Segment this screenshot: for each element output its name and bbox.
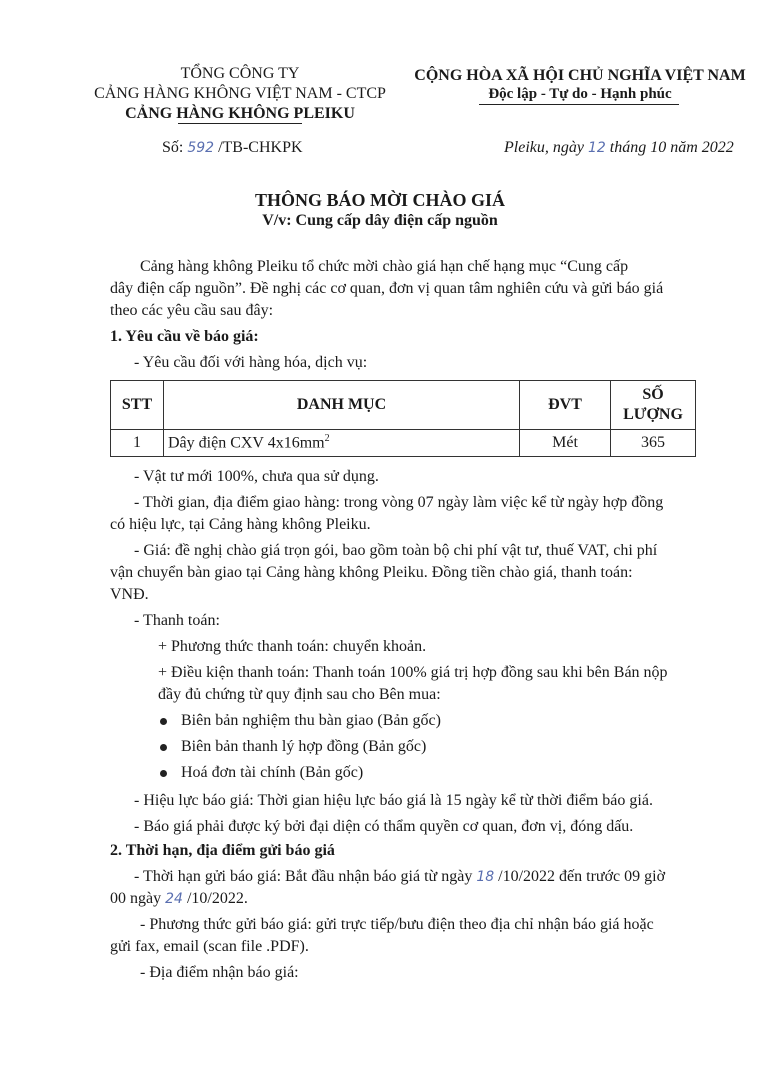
issue-date [504,137,734,159]
col-qty: SỐ LƯỢNG [611,381,696,430]
col-item: DANH MỤC [164,381,520,430]
table-header-row [111,381,696,430]
deadline-line2 [110,888,248,910]
signature-note: - Báo giá phải được ký bởi đại diện có thẩm quyền cơ quan, đơn vị, đóng dấu. [134,818,634,835]
list-item [160,736,426,758]
deadline-text-a: - Thời hạn gửi báo giá: Bắt đầu nhận báo giá từ ngày [134,868,473,885]
new-material-note: - Vật tư mới 100%, chưa qua sử dụng. [134,468,379,485]
org-name-line3: CẢNG HÀNG KHÔNG PLEIKU [125,105,355,122]
handwritten-date-day: 12 [587,140,606,156]
list-item [160,710,441,732]
org-name-line1: TỔNG CÔNG TY [180,65,300,82]
payment-method: + Phương thức thanh toán: chuyển khoản. [158,638,427,655]
price-line1: - Giá: đề nghị chào giá trọn gói, bao gồm toàn bộ chi phí vật tư, thuế VAT, chi phí [134,542,658,559]
document-title: THÔNG BÁO MỜI CHÀO GIÁ [254,190,505,210]
nation-title: CỘNG HÒA XÃ HỘI CHỦ NGHĨA VIỆT NAM [414,67,746,84]
cell-qty: 365 [611,430,696,457]
payment-heading: - Thanh toán: [134,612,220,629]
section2-heading: 2. Thời hạn, địa điểm gửi báo giá [110,842,335,859]
bullet-text: Hoá đơn tài chính (Bản gốc) [181,764,364,781]
bullet-text: Biên bản thanh lý hợp đồng (Bản gốc) [181,738,427,755]
section1-heading: 1. Yêu cầu về báo giá: [110,328,259,345]
delivery-line2: có hiệu lực, tại Cảng hàng không Pleiku. [110,516,371,533]
delivery-line1: - Thời gian, địa điểm giao hàng: trong vòng 07 ngày làm việc kể từ ngày hợp đồng [134,494,664,511]
deadline-text-b: /10/2022 đến trước 09 giờ [498,868,666,885]
list-item [160,762,363,784]
bullet-icon [160,718,167,725]
handwritten-end-day: 24 [165,891,183,907]
price-line3: VNĐ. [110,586,149,603]
method-line1: - Phương thức gửi báo giá: gửi trực tiếp/bưu điện theo địa chỉ nhận báo giá hoặc [140,916,654,933]
handwritten-start-day: 18 [476,869,495,885]
table-row [111,430,696,457]
bullet-icon [160,744,167,751]
intro-line3: theo các yêu cầu sau đây: [110,302,274,319]
ref-prefix: Số: [162,139,184,156]
payment-condition-line2: đầy đủ chứng từ quy định sau cho Bên mua: [158,686,441,703]
reference-number [162,137,303,159]
intro-line2: dây điện cấp nguồn”. Đề nghị các cơ quan, đơn vị quan tâm nghiên cứu và gửi báo giá [110,280,664,297]
intro-line1: Cảng hàng không Pleiku tổ chức mời chào giá hạn chế hạng mục “Cung cấp [140,258,629,275]
document-subtitle: V/v: Cung cấp dây điện cấp nguồn [262,212,498,229]
item-name: Dây điện CXV 4x16mm [168,434,325,452]
nation-motto: Độc lập - Tự do - Hạnh phúc [488,86,672,102]
validity-note: - Hiệu lực báo giá: Thời gian hiệu lực báo giá là 15 ngày kể từ thời điểm báo giá. [134,792,653,809]
org-underline [178,123,302,124]
bullet-text: Biên bản nghiệm thu bàn giao (Bản gốc) [181,712,441,729]
cell-stt: 1 [111,430,164,457]
motto-underline [479,104,679,105]
date-rest: tháng 10 năm 2022 [609,139,734,156]
date-place: Pleiku, ngày [504,139,584,156]
ref-suffix: /TB-CHKPK [218,139,303,156]
method-line2: gửi fax, email (scan file .PDF). [110,938,309,955]
price-line2: vận chuyển bàn giao tại Cảng hàng không Pleiku. Đồng tiền chào giá, thanh toán: [110,564,633,581]
col-unit: ĐVT [520,381,611,430]
deadline-text-c: 00 ngày [110,890,162,907]
col-stt: STT [111,381,164,430]
item-unit-superscript: 2 [324,433,330,445]
cell-unit: Mét [520,430,611,457]
deadline-line1 [134,866,665,888]
deadline-text-d: /10/2022. [186,890,248,907]
org-name-line2: CẢNG HÀNG KHÔNG VIỆT NAM - CTCP [94,85,386,102]
bullet-icon [160,770,167,777]
payment-condition-line1: + Điều kiện thanh toán: Thanh toán 100% giá trị hợp đồng sau khi bên Bán nộp [158,664,668,681]
receiving-place: - Địa điểm nhận báo giá: [140,964,299,981]
items-table [110,380,696,457]
handwritten-ref-number: 592 [187,140,215,156]
cell-item [164,430,520,457]
goods-requirement: - Yêu cầu đối với hàng hóa, dịch vụ: [134,354,368,371]
